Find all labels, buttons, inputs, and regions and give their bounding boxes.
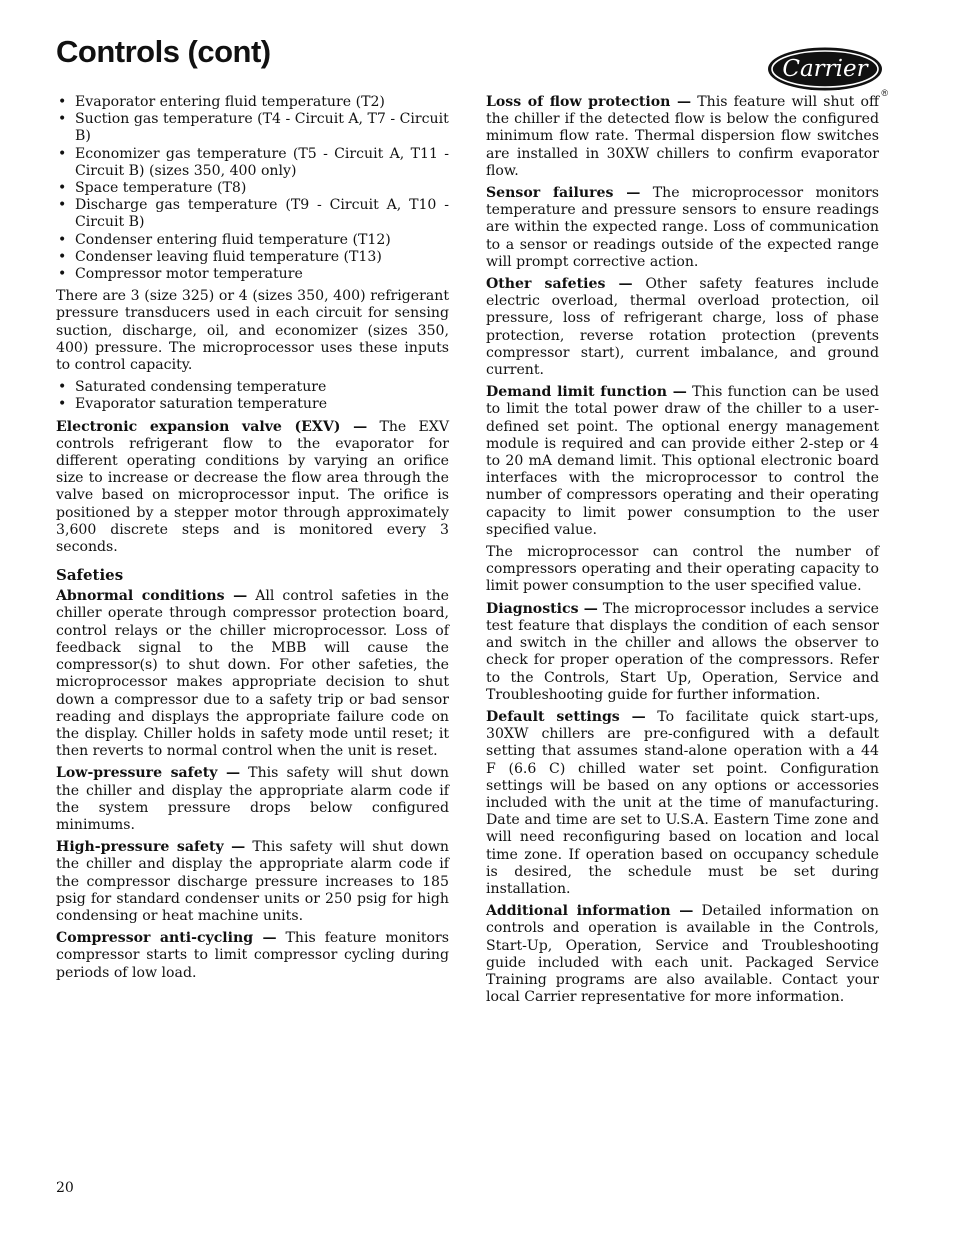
low-pressure-paragraph bbox=[56, 765, 449, 834]
safeties-heading: Safeties bbox=[56, 566, 124, 585]
exv-body: The EXV controls refrigerant flow to the evaporator for different operating conditions by varying an orifice size to increase or decrease the flow area through the valve based on microprocessor input. The orifice is positioned by a stepper motor through approximately 3,600 discrete steps and is monitored every 3 seconds. bbox=[56, 418, 450, 556]
list-item: • Condenser leaving fluid temperature (T13) bbox=[56, 249, 449, 266]
additional-info-lead: Additional information — bbox=[486, 903, 694, 920]
sensor-list bbox=[56, 94, 449, 283]
list-item: • Saturated condensing temperature bbox=[56, 379, 449, 396]
other-safeties-body: Other safety features include electric overload, thermal overload protection, oil pressure, loss of refrigerant charge, loss of phase protection, reverse rotation protection (prevents compressor start), current imbalance, and ground current. bbox=[486, 276, 880, 379]
additional-info-body: Detailed information on controls and operation is available in the Controls, Start-Up, Operation, Service and Troubleshooting guide included with each unit. Packaged Service Training programs are also available. Contact your local Carrier representative for more information. bbox=[486, 903, 879, 1006]
demand-limit-lead: Demand limit function — bbox=[486, 384, 687, 401]
list-item: • Economizer gas temperature (T5 - Circuit A, T11 - Circuit B) (sizes 350, 400 only) bbox=[56, 146, 449, 180]
loss-of-flow-paragraph bbox=[486, 94, 879, 180]
transducers-paragraph: There are 3 (size 325) or 4 (sizes 350, 400) refrigerant pressure transducers used in each circuit for sensing suction, discharge, oil, and economizer (sizes 350, 400) pressure. The microprocessor uses these inputs to control capacity. bbox=[56, 288, 449, 374]
list-item: • Discharge gas temperature (T9 - Circuit A, T10 - Circuit B) bbox=[56, 197, 449, 231]
anti-cycling-lead: Compressor anti-cycling — bbox=[56, 930, 277, 947]
demand-limit-body: This function can be used to limit the total power draw of the chiller to a user-defined set point. The optional energy management module is required and can provide either 2-step or 4 to 20 mA demand limit. This optional electronic board interfaces with the microprocessor to control the number of compressors operating and their operating capacity to limit power consumption to the user specified value. bbox=[486, 384, 879, 538]
anti-cycling-paragraph bbox=[56, 930, 449, 982]
low-pressure-lead: Low-pressure safety — bbox=[56, 765, 241, 782]
sensor-failures-body: The microprocessor monitors temperature and pressure sensors to ensure readings are within the expected range. Loss of communication to a sensor or readings outside of the expected range will prompt corrective action. bbox=[486, 185, 879, 270]
loss-of-flow-lead: Loss of flow protection — bbox=[486, 94, 692, 110]
diagnostics-body: The microprocessor includes a service test feature that displays the condition of each sensor and switch in the chiller and allows the observer to check for proper operation of the compressors. Refer to the Controls, Start Up, Operation, Service and Troubleshooting guide for further information. bbox=[486, 600, 880, 703]
list-item: • Evaporator entering fluid temperature (T2) bbox=[56, 94, 449, 111]
registered-mark: ® bbox=[881, 88, 888, 98]
loss-of-flow-body: This feature will shut off the chiller if the detected flow is below the configured minimum flow rate. Thermal dispersion flow switches are installed in 30XW chillers to confirm evaporator flow. bbox=[486, 94, 879, 179]
capacity-paragraph: The microprocessor can control the number of compressors operating and their operating capacity to limit power consumption to the user specified value. bbox=[486, 544, 879, 595]
list-item: • Suction gas temperature (T4 - Circuit A, T7 - Circuit B) bbox=[56, 111, 449, 145]
other-safeties-lead: Other safeties — bbox=[486, 276, 633, 293]
list-item: • Condenser entering fluid temperature (T12) bbox=[56, 232, 449, 249]
list-item: • Compressor motor temperature bbox=[56, 266, 449, 283]
sensor-failures-lead: Sensor failures — bbox=[486, 185, 641, 202]
carrier-logo-text: Carrier bbox=[782, 56, 868, 82]
high-pressure-lead: High-pressure safety — bbox=[56, 839, 246, 856]
sensor-failures-paragraph bbox=[486, 185, 879, 271]
diagnostics-lead: Diagnostics — bbox=[486, 600, 598, 617]
default-settings-paragraph bbox=[486, 709, 879, 898]
saturation-list bbox=[56, 379, 449, 413]
high-pressure-body: This safety will shut down the chiller and display the appropriate alarm code if the compressor discharge pressure increases to 185 psig for standard condenser units or 250 psig for high condensing or heat machine units. bbox=[56, 839, 449, 924]
left-column bbox=[56, 94, 449, 987]
additional-info-paragraph bbox=[486, 903, 879, 1006]
page-number: 20 bbox=[56, 1180, 74, 1196]
high-pressure-paragraph bbox=[56, 839, 449, 925]
page-title: Controls (cont) bbox=[56, 34, 271, 69]
low-pressure-body: This safety will shut down the chiller and display the appropriate alarm code if the system pressure drops below configured minimums. bbox=[56, 765, 449, 833]
list-item: • Evaporator saturation temperature bbox=[56, 396, 449, 413]
abnormal-lead: Abnormal conditions — bbox=[56, 588, 248, 605]
exv-paragraph bbox=[56, 419, 449, 557]
carrier-logo bbox=[766, 46, 888, 98]
anti-cycling-body: This feature monitors compressor starts to limit compressor cycling during periods of low load. bbox=[56, 930, 449, 981]
exv-lead: Electronic expansion valve (EXV) — bbox=[56, 418, 368, 435]
abnormal-paragraph bbox=[56, 588, 449, 760]
demand-limit-paragraph bbox=[486, 384, 879, 539]
other-safeties-paragraph bbox=[486, 276, 879, 379]
right-column bbox=[486, 94, 879, 1011]
list-item: • Space temperature (T8) bbox=[56, 180, 449, 197]
default-settings-lead: Default settings — bbox=[486, 708, 646, 725]
default-settings-body: To facilitate quick start-ups, 30XW chillers are pre-configured with a default setting that assumes stand-alone operation with a 44 F (6.6 C) chilled water set point. Configuration settings will be based on any options or accessories included with the unit at the time of manufacturing. Date and time are set to U.S.A. Eastern Time zone and will need reconfiguring based on location and local time zone. If operation based on occupancy schedule is desired, the schedule must be set during installation. bbox=[486, 708, 879, 897]
diagnostics-paragraph bbox=[486, 601, 879, 704]
abnormal-body: All control safeties in the chiller operate through compressor protection board, control relays or the chiller microprocessor. Loss of feedback signal to the MBB will cause the compressor(s) to shut down. For other safeties, the microprocessor makes appropriate decision to shut down a compressor due to a safety trip or bad sensor reading and displays the appropriate failure code on the display. Chiller holds in safety mode until reset; it then reverts to normal control when the unit is reset. bbox=[56, 588, 449, 760]
